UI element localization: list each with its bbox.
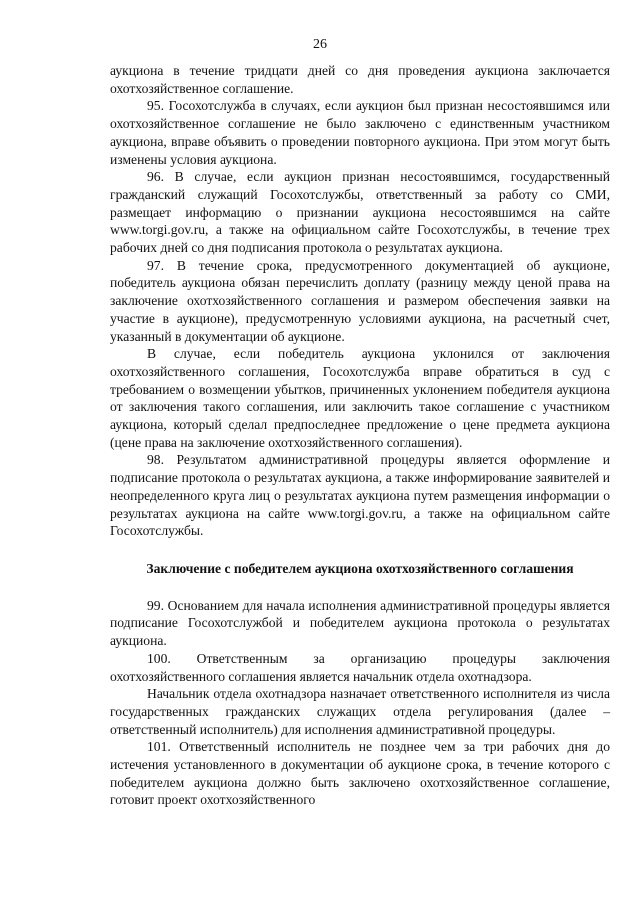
paragraph-continuation: аукциона в течение тридцати дней со дня проведения аукциона заключается охотхозяйственное соглашение.: [110, 63, 610, 96]
section-heading: Заключение с победителем аукциона охотхозяйственного соглашения: [146, 560, 574, 576]
paragraph-96: 96. В случае, если аукцион признан несостоявшимся, государственный гражданский служащий Госохотслужбы, ответственный за работу со СМИ, размещает информацию о признании аукциона несостоявшимся на сайте www.torgi.gov.ru, а также на официальном сайте Госохотслужбы, в течение трех рабочих дней со дня подписания протокола о результатах аукциона.: [110, 169, 610, 256]
paragraph-99: 99. Основанием для начала исполнения административной процедуры является подписание Госохотслужбой и победителем аукциона протокола о результатах аукциона.: [110, 597, 610, 649]
page-number: 26: [313, 37, 327, 52]
paragraph-100-continued: Начальник отдела охотнадзора назначает ответственного исполнителя из числа государственных гражданских служащих отдела регулирования (далее – ответственный исполнитель) для исполнения административной процедуры.: [110, 686, 610, 737]
paragraph-101: 101. Ответственный исполнитель не позднее чем за три рабочих дня до истечения установленного в документации об аукционе срока, в течение которого с победителем аукциона должно быть заключено охотхозяйственное соглашение, готовит проект охотхозяйственного: [110, 739, 610, 808]
paragraph-97: 97. В течение срока, предусмотренного документацией об аукционе, победитель аукциона обязан перечислить доплату (разницу между ценой права на заключение охотхозяйственного соглашения и размером обеспечения заявки на участие в аукционе), предусмотренную условиями аукциона, на расчетный счет, указанный в документации об аукционе.: [110, 257, 610, 344]
paragraph-97-continued: В случае, если победитель аукциона уклонился от заключения охотхозяйственного соглашения, Госохотслужба вправе обратиться в суд с требованием о возмещении убытков, причиненных уклонением победителя аукциона от заключения такого соглашения, или заключить такое соглашение с участником аукциона, который сделал предпоследнее предложение о цене предмета аукциона (цене права на заключение охотхозяйственного соглашения).: [110, 346, 610, 450]
paragraph-95: 95. Госохотслужба в случаях, если аукцион был признан несостоявшимся или охотхозяйственное соглашение не было заключено с единственным участником аукциона, вправе объявить о проведении повторного аукциона. При этом могут быть изменены условия аукциона.: [110, 98, 610, 167]
paragraph-98: 98. Результатом административной процедуры является оформление и подписание протокола о результатах аукциона, а также информирование заявителей и неопределенного круга лиц о результатах аукциона путем размещения информации о результатах аукциона на сайте www.torgi.gov.ru, а также на официальном сайте Госохотслужбы.: [110, 452, 610, 539]
document-body: [110, 62, 610, 809]
paragraph-100: 100. Ответственным за организацию процедуры заключения охотхозяйственного соглашения является начальник отдела охотнадзора.: [110, 650, 610, 684]
